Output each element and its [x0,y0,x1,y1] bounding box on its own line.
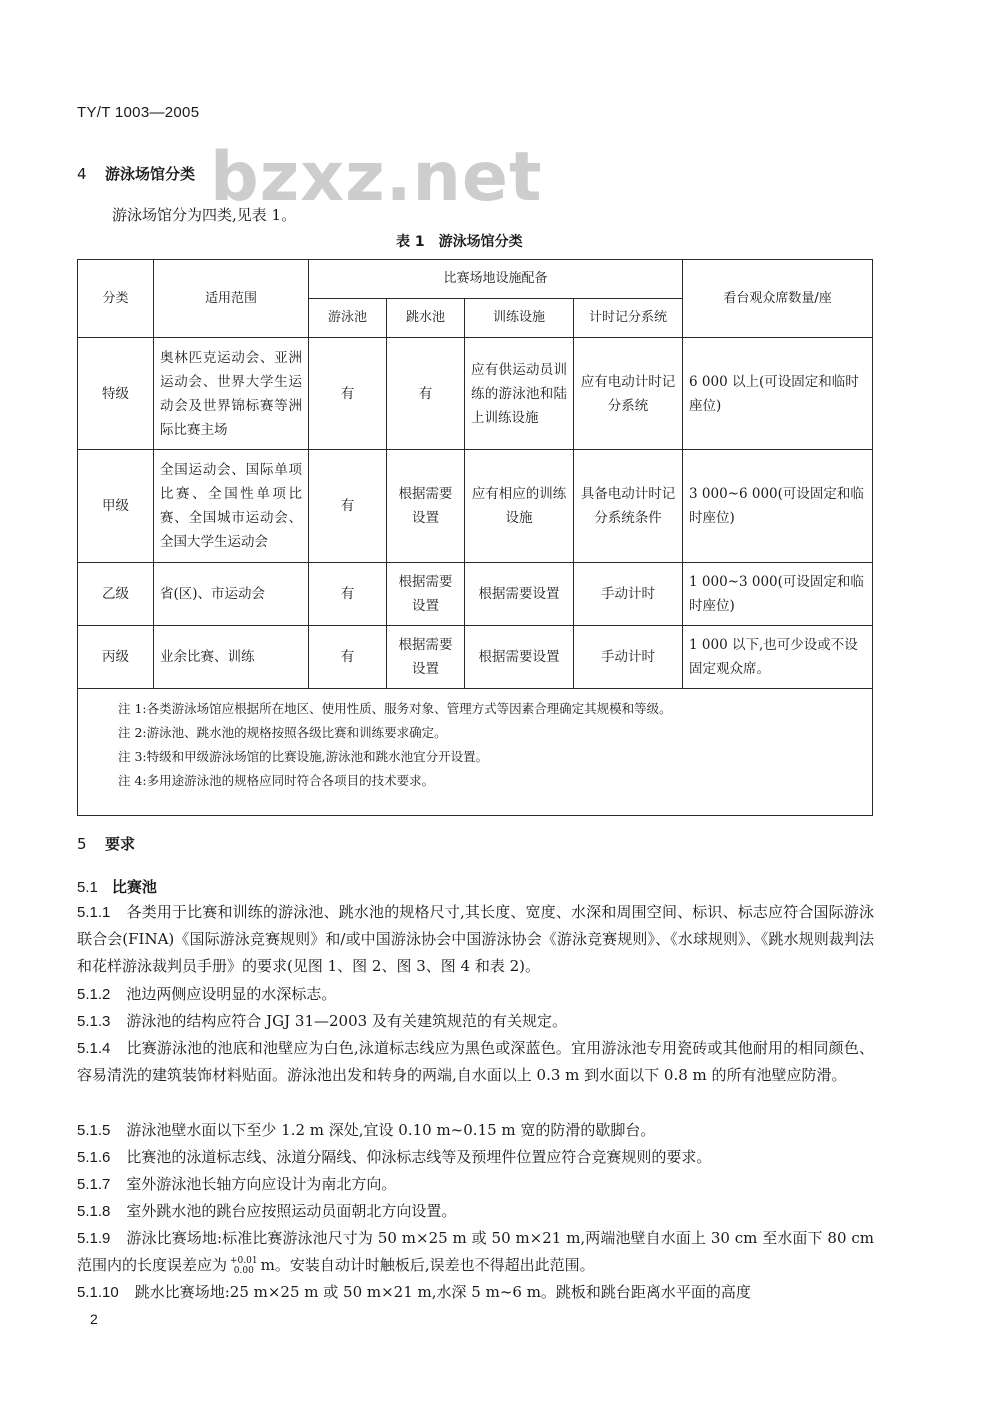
tolerance-upper: +0.01 [230,1256,258,1266]
cell-timing: 手动计时 [574,563,683,626]
cell-category: 乙级 [78,563,154,626]
cell-pool: 有 [309,450,387,563]
cell-timing: 手动计时 [574,626,683,689]
clause-text: 游泳比赛场地:标准比赛游泳池尺寸为 50 m×25 m 或 50 m×21 m,两端池壁自水面上 30 cm 至水面下 80 cm 范围内的长度误差应为 [77,1229,874,1274]
section-5-heading [77,833,135,854]
cell-pool: 有 [309,338,387,450]
cell-diving: 根据需要设置 [387,450,465,563]
cell-scope: 全国运动会、国际单项比赛、全国性单项比赛、全国城市运动会、全国大学生运动会 [154,450,309,563]
table-note: 注 4:多用途游泳池的规格应同时符合各项目的技术要求。 [118,773,435,788]
header-pool: 游泳池 [309,299,387,338]
cell-seats: 1 000 以下,也可少设或不设固定观众席。 [683,626,873,689]
section-4-heading [77,163,195,184]
cell-timing: 应有电动计时记分系统 [574,338,683,450]
cell-training: 根据需要设置 [465,563,574,626]
clause-number: 5.1.4 [77,1040,111,1057]
document-id: TY/T 1003—2005 [77,104,200,121]
table-row [78,563,873,626]
clause-text: 游泳池的结构应符合 JGJ 31—2003 及有关建筑规范的有关规定。 [126,1012,567,1030]
clause-text: 比赛游泳池的池底和池壁应为白色,泳道标志线应为黑色或深蓝色。宜用游泳池专用瓷砖或其他耐用的相同颜色、容易清洗的建筑装饰材料贴面。游泳池出发和转身的两端,自水面以上 0.3 m 到水面以下 0.8 m 的所有池壁应防滑。 [77,1039,874,1084]
watermark: bzxz.net [210,138,543,217]
table-note: 注 3:特级和甲级游泳场馆的比赛设施,游泳池和跳水池宜分开设置。 [118,749,489,764]
cell-category: 甲级 [78,450,154,563]
cell-pool: 有 [309,626,387,689]
clause-5-1-4 [77,1035,874,1089]
clause-5-1-5 [77,1117,874,1144]
clause-text: 室外游泳池长轴方向应设计为南北方向。 [126,1175,397,1193]
clause-number: 5.1.7 [77,1176,111,1193]
cell-scope: 业余比赛、训练 [154,626,309,689]
section-title: 要求 [105,835,136,853]
header-scope: 适用范围 [154,260,309,338]
header-training: 训练设施 [465,299,574,338]
cell-diving: 有 [387,338,465,450]
table-row [78,338,873,450]
subsection-title: 比赛池 [111,878,157,896]
header-timing: 计时记分系统 [574,299,683,338]
clause-5-1-7 [77,1171,874,1198]
subsection-number: 5.1 [77,879,98,896]
clause-number: 5.1.8 [77,1203,111,1220]
cell-seats: 3 000~6 000(可设固定和临时座位) [683,450,873,563]
header-seats: 看台观众席数量/座 [683,260,873,338]
section-number: 5 [77,835,87,853]
clause-5-1-1 [77,899,874,980]
table-note: 注 1:各类游泳场馆应根据所在地区、使用性质、服务对象、管理方式等因素合理确定其规模和等级。 [118,701,672,716]
cell-seats: 1 000~3 000(可设固定和临时座位) [683,563,873,626]
clause-text: 各类用于比赛和训练的游泳池、跳水池的规格尺寸,其长度、宽度、水深和周围空间、标识、标志应符合国际游泳联合会(FINA)《国际游泳竞赛规则》和/或中国游泳协会中国游泳协会《游泳竞赛规则》、《水球规则》、《跳水规则裁判法和花样游泳裁判员手册》的要求(见图 1、图 2、图 3、图 4 和表 2)。 [77,903,874,975]
clause-text: 池边两侧应设明显的水深标志。 [126,985,337,1003]
cell-category: 特级 [78,338,154,450]
clause-number: 5.1.6 [77,1149,111,1166]
cell-pool: 有 [309,563,387,626]
clause-5-1-9 [77,1225,874,1279]
cell-training: 应有相应的训练设施 [465,450,574,563]
section-number: 4 [77,165,87,183]
clause-number: 5.1.9 [77,1230,111,1247]
clause-text: 比赛池的泳道标志线、泳道分隔线、仰泳标志线等及预埋件位置应符合竞赛规则的要求。 [126,1148,712,1166]
cell-category: 丙级 [78,626,154,689]
clause-text: m。安装自动计时触板后,误差也不得超出此范围。 [260,1256,595,1274]
header-facilities-group: 比赛场地设施配备 [309,260,683,299]
cell-scope: 省(区)、市运动会 [154,563,309,626]
header-diving: 跳水池 [387,299,465,338]
clause-5-1-3 [77,1008,874,1035]
page-number: 2 [90,1311,98,1327]
clause-text: 室外跳水池的跳台应按照运动员面朝北方向设置。 [126,1202,457,1220]
clause-5-1-8 [77,1198,874,1225]
cell-seats: 6 000 以上(可设固定和临时座位) [683,338,873,450]
clause-5-1-2 [77,981,874,1008]
clause-number: 5.1.1 [77,904,111,921]
table-note: 注 2:游泳池、跳水池的规格按照各级比赛和训练要求确定。 [118,725,447,740]
section-title: 游泳场馆分类 [105,165,196,183]
clause-number: 5.1.5 [77,1122,111,1139]
table-row [78,450,873,563]
cell-timing: 具备电动计时记分系统条件 [574,450,683,563]
length-tolerance [230,1256,258,1276]
clause-text: 游泳池壁水面以下至少 1.2 m 深处,宜设 0.10 m~0.15 m 宽的防滑的歇脚台。 [126,1121,656,1139]
cell-diving: 根据需要设置 [387,563,465,626]
table-notes [78,689,873,816]
header-category: 分类 [78,260,154,338]
table-caption [396,231,523,251]
clause-5-1-10 [77,1279,874,1306]
clause-number: 5.1.3 [77,1013,111,1030]
table-row [78,626,873,689]
clause-text: 跳水比赛场地:25 m×25 m 或 50 m×21 m,水深 5 m~6 m。跳板和跳台距离水平面的高度 [134,1283,751,1301]
section-5-1-heading [77,876,157,897]
table-number: 表 1 [396,234,425,250]
section-4-intro: 游泳场馆分为四类,见表 1。 [112,206,297,224]
cell-diving: 根据需要设置 [387,626,465,689]
table-title: 游泳场馆分类 [438,234,523,250]
tolerance-lower: 0.00 [233,1266,254,1276]
clause-5-1-6 [77,1144,874,1171]
cell-scope: 奥林匹克运动会、亚洲运动会、世界大学生运动会及世界锦标赛等洲际比赛主场 [154,338,309,450]
classification-table [77,259,873,816]
clause-number: 5.1.10 [77,1284,119,1301]
clause-number: 5.1.2 [77,986,111,1003]
cell-training: 应有供运动员训练的游泳池和陆上训练设施 [465,338,574,450]
cell-training: 根据需要设置 [465,626,574,689]
